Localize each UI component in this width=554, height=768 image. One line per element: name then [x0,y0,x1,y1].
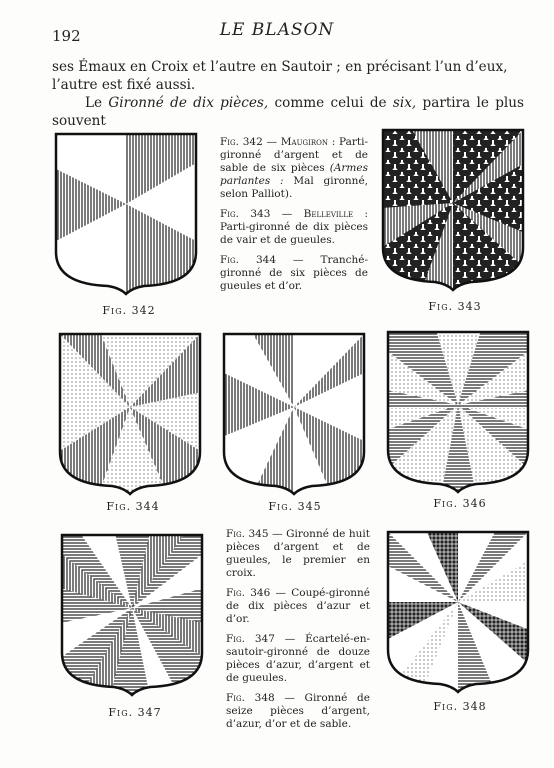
shield-fig-347 [60,533,204,697]
legend-bottom [226,528,370,738]
intro-line-1: ses Émaux en Croix et l’autre en Sautoir ; en précisant l’un d’eux, [52,59,508,75]
caption-fig-347: Fig. 347 [108,706,162,719]
shield-fig-348 [386,530,530,694]
shield-fig-343 [381,128,525,292]
caption-fig-344: Fig. 344 [106,500,160,513]
page-number: 192 [52,27,81,45]
legend-fig-342: Fig. 342 — Maugiron : Parti-gironné d’argent et de sable de six pièces (Armes parlantes : Mal gironné, selon Palliot). [220,136,368,200]
legend-fig-346: Fig. 346 — Coupé-gironné de dix pièces d’azur et d’or. [226,587,371,625]
intro-text [52,58,524,130]
shield-fig-344 [58,332,202,496]
caption-fig-343: Fig. 343 [428,300,482,313]
shield-fig-345 [222,332,366,496]
caption-fig-348: Fig. 348 [433,700,487,713]
caption-fig-345: Fig. 345 [268,500,322,513]
legend-fig-344: Fig. 344 — Tranché-gironné de six pièces de gueules et d’or. [220,254,368,292]
legend-fig-343: Fig. 343 — Belleville : Parti-gironné de dix pièces de vair et de gueules. [220,208,368,246]
shield-fig-342 [54,132,198,296]
caption-fig-346: Fig. 346 [433,497,487,510]
legend-fig-348: Fig. 348 — Gironné de seize pièces d’argent, d’azur, d’or et de sable. [226,692,370,730]
running-title: LE BLASON [219,20,335,40]
intro-paragraph-2: Le Gironné de dix pièces, comme celui de six, partira le plus souvent [52,95,524,129]
shield-fig-346 [386,330,530,494]
legend-fig-345: Fig. 345 — Gironné de huit pièces d’argent et de gueules, le premier en croix. [226,528,370,579]
legend-top [220,136,368,300]
caption-fig-342: Fig. 342 [102,304,156,317]
intro-line-2: l’autre est fixé aussi. [52,77,196,93]
legend-fig-347: Fig. 347 — Écartelé-en-sautoir-gironné de douze pièces d’azur, d’argent et de gueules. [226,633,371,684]
